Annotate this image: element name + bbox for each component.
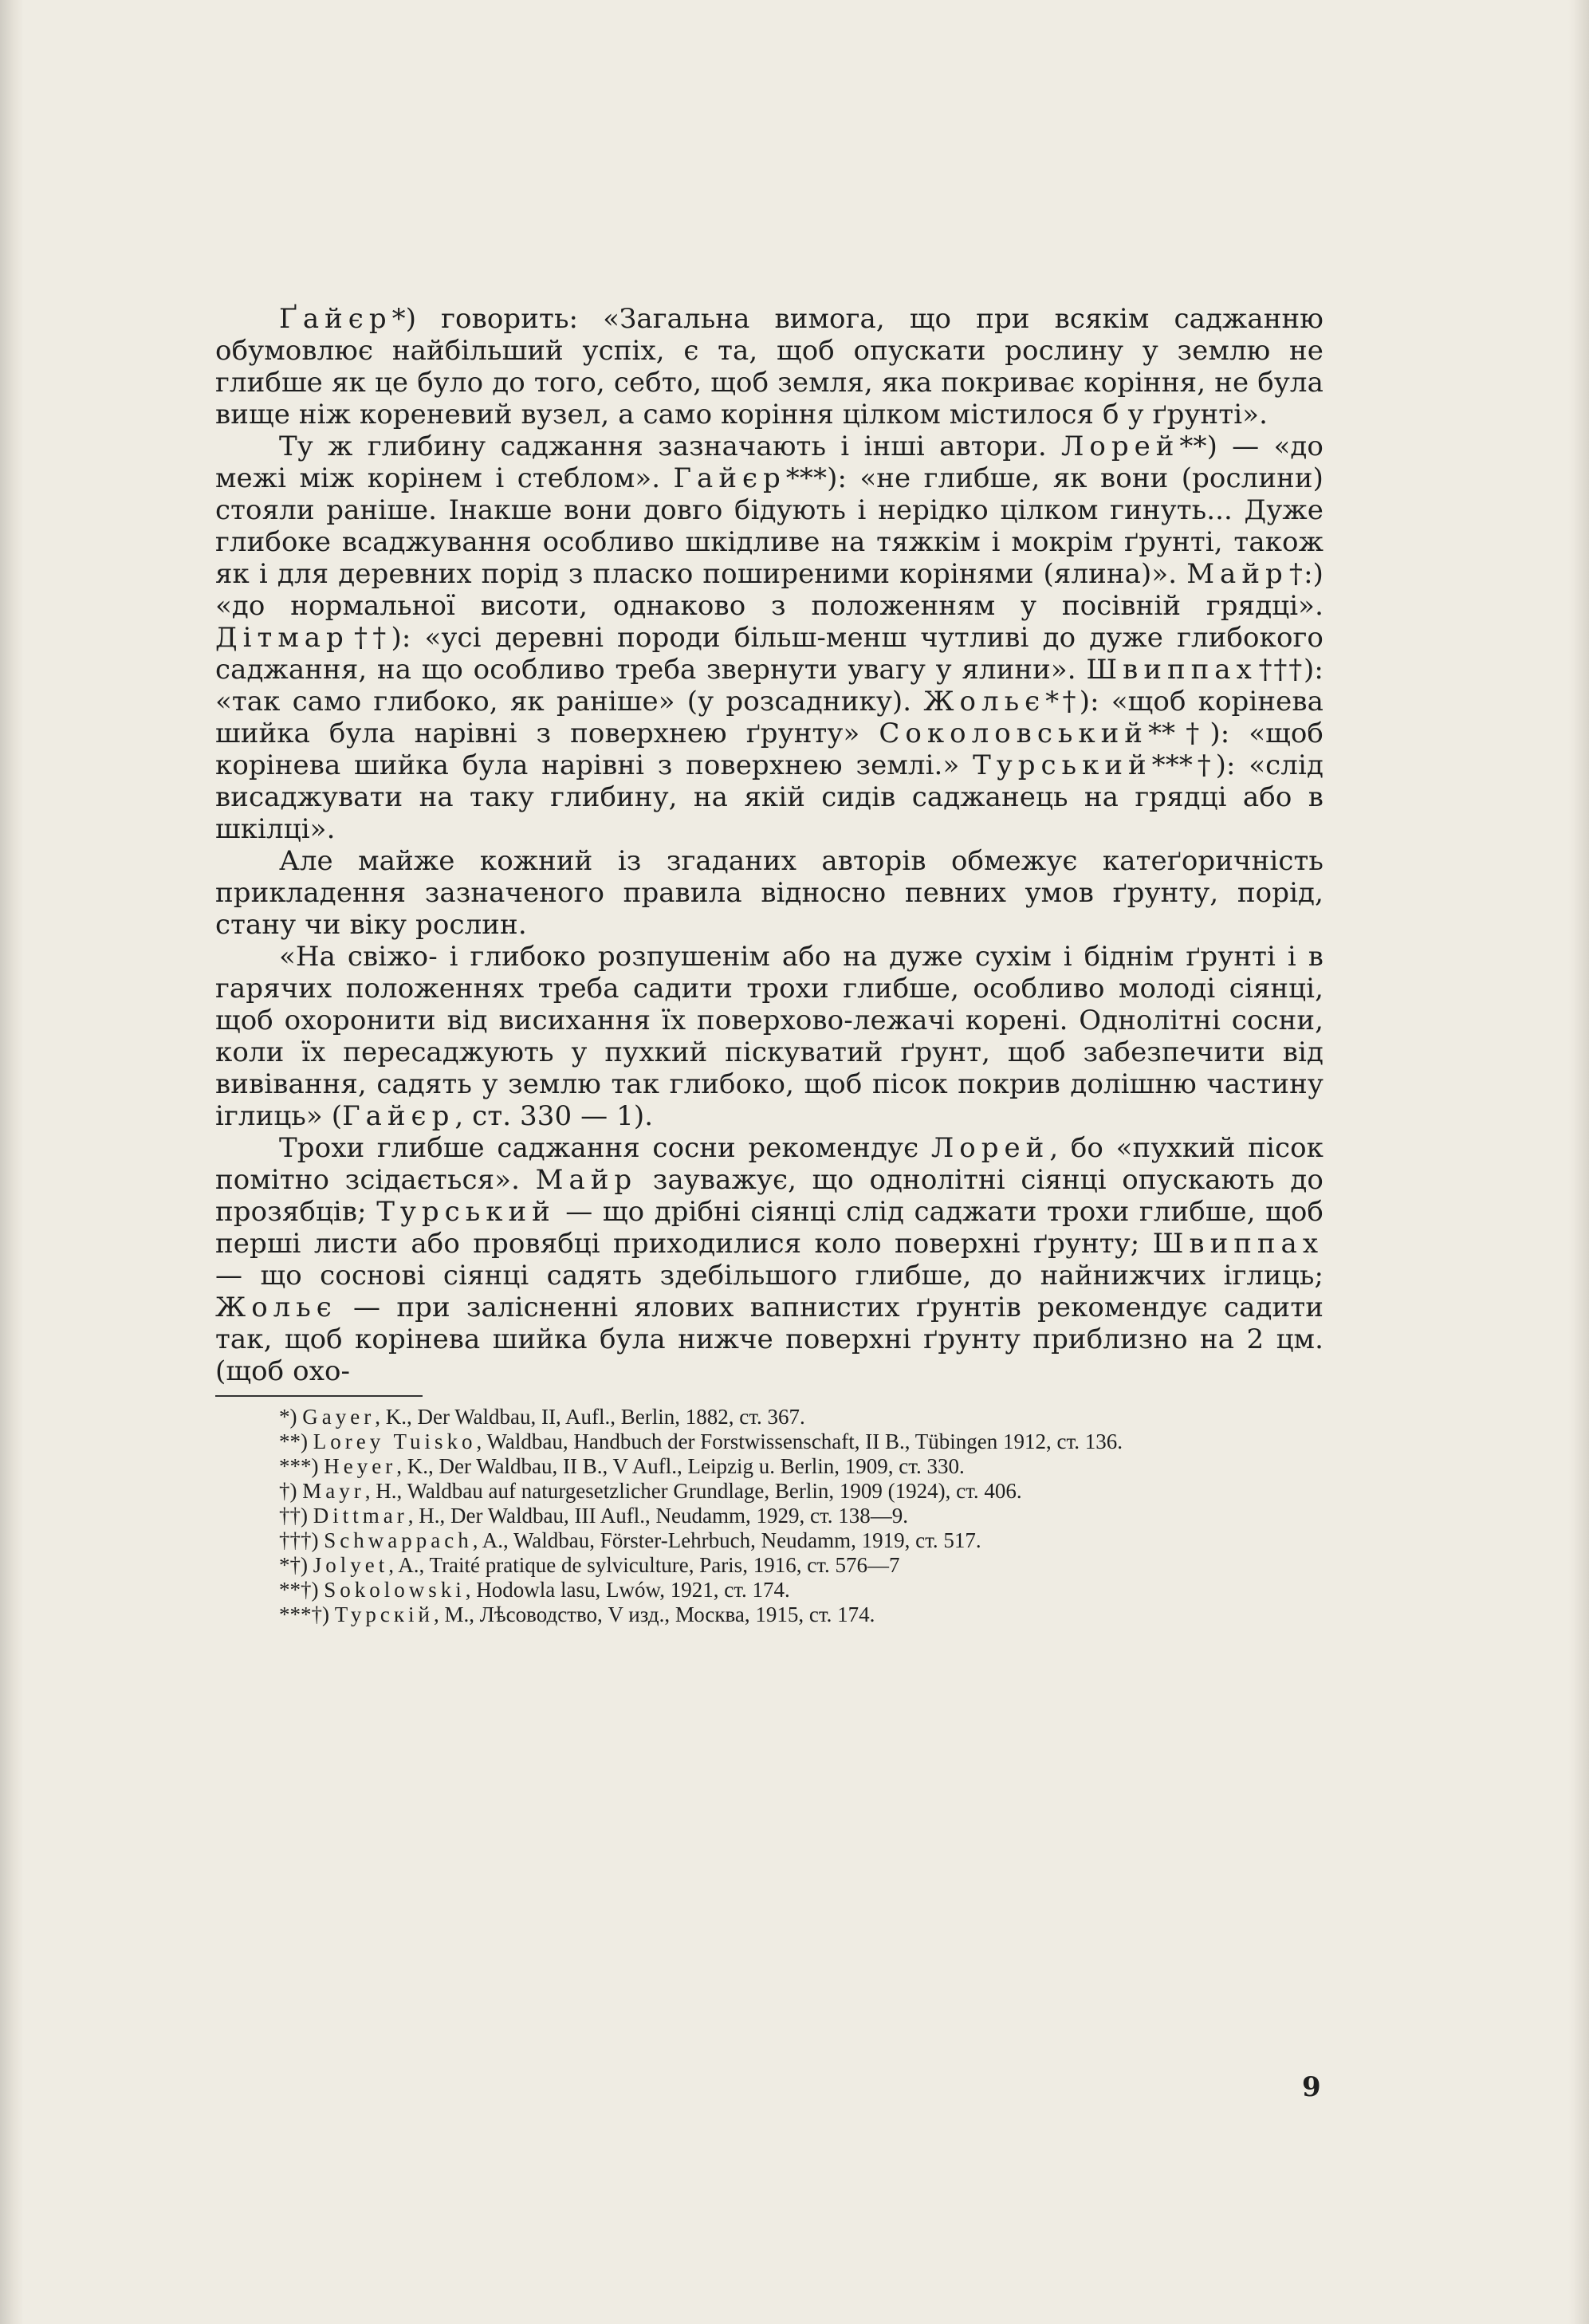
body-text	[215, 303, 1324, 1387]
footnote	[215, 1429, 1324, 1454]
spaced-name: Лорей	[1060, 431, 1180, 462]
text-run: — що дрібні сіянці слід саджати трохи глибше, щоб перші листи або провябці приходилися коло поверхні ґрунту;	[215, 1196, 1324, 1260]
spaced-name: Турський	[973, 749, 1152, 781]
text-run: Трохи глибше саджання сосни рекомендує	[279, 1132, 931, 1164]
spaced-name: Майр	[1186, 558, 1288, 590]
text-run: **)	[279, 1429, 313, 1453]
paragraph	[215, 303, 1324, 431]
text-run: ***†): «слід висаджувати на таку глибину, на якій сидів саджанець на грядці або в шкілці».	[215, 749, 1324, 845]
text-run: , бо «пухкий пісок помітно зсідається».	[215, 1132, 1324, 1196]
text-run: , K., Der Waldbau, II B., V Aufl., Leipzig u. Berlin, 1909, ст. 330.	[396, 1454, 965, 1478]
footnote-separator	[215, 1395, 423, 1397]
text-run: ††): «усі деревні породи більш-менш чутливі до дуже глибокого саджання, на що особливо треба звернути увагу у ялини».	[215, 622, 1324, 686]
spaced-name: Ґайєр	[279, 303, 392, 335]
footnote	[215, 1479, 1324, 1504]
text-run: — при залісненні ялових вапнистих ґрунтів рекомендує садити так, щоб корінева шийка була нижче поверхні ґрунту приблизно на 2 цм. (щоб охо-	[215, 1292, 1324, 1387]
text-run: †††): «так само глибоко, як раніше» (у розсаднику).	[215, 654, 1324, 718]
text-run: *)	[279, 1405, 303, 1429]
text-run: , М., Лѣсоводство, V изд., Москва, 1915, ст. 174.	[433, 1602, 875, 1626]
spaced-name: Лорей	[930, 1132, 1050, 1164]
spaced-name: Швиппах	[1086, 654, 1257, 686]
text-run: †††)	[279, 1528, 324, 1552]
page-right-edge	[1568, 0, 1589, 2324]
spaced-name: Schwappach	[324, 1528, 473, 1552]
text-run: **†): «щоб корінева шийка була нарівні з поверхнею землі.»	[215, 718, 1324, 781]
footnote	[215, 1578, 1324, 1602]
spaced-name: Турскій	[334, 1602, 434, 1626]
text-run: ***†)	[279, 1602, 335, 1626]
spaced-name: Гайєр	[673, 462, 786, 494]
text-run: †:) «до нормальної висоти, однаково з положенням у посівній грядці».	[215, 558, 1324, 622]
text-run: зауважує, що однолітні сіянці опускають до прозябців;	[215, 1164, 1324, 1228]
text-run: †)	[279, 1479, 303, 1503]
text-run: Але майже кожний із згаданих авторів обмежує катеґоричність прикладення зазначеного правила відносно певних умов ґрунту, порід, стану чи віку рослин.	[215, 845, 1324, 941]
spaced-name: Жольє	[923, 686, 1046, 718]
spaced-name: Гайєр	[342, 1100, 455, 1132]
text-run: , H., Der Waldbau, III Aufl., Neudamm, 1929, ст. 138—9.	[407, 1504, 908, 1528]
spaced-name: Lorey Tuisko	[313, 1429, 477, 1453]
spaced-name: Дітмар	[215, 622, 349, 654]
footnote	[215, 1504, 1324, 1528]
text-run: «На свіжо- і глибоко розпушенім або на дуже сухім і біднім ґрунті і в гарячих положеннях треба садити трохи глибше, особливо молоді сіянці, щоб охоронити від висихання їх поверхово-лежачі корені. Однолітні сосни, коли їх пересаджують у пухкий піскуватий ґрунт, щоб забезпечити від вивівання, садять у землю так глибоко, щоб пісок покрив долішню частину іглиць» (	[215, 941, 1324, 1132]
footnote	[215, 1553, 1324, 1578]
spaced-name: Dittmar	[313, 1504, 408, 1528]
spaced-name: Швиппах	[1152, 1228, 1324, 1260]
text-run: , A., Waldbau, Förster-Lehrbuch, Neudamm, 1919, ст. 517.	[472, 1528, 981, 1552]
page-number: 9	[1302, 2071, 1321, 2103]
paragraph	[215, 845, 1324, 941]
spaced-name: Майр	[535, 1164, 638, 1196]
spaced-name: Турський	[376, 1196, 556, 1228]
spaced-name: Соколовський	[879, 718, 1148, 749]
text-run: — що соснові сіянці садять здебільшого глибше, до найнижчих іглиць;	[215, 1260, 1324, 1292]
spaced-name: Jolyet	[313, 1553, 389, 1577]
paragraph	[215, 431, 1324, 845]
spaced-name: Mayr	[302, 1479, 365, 1503]
footnote	[215, 1405, 1324, 1429]
text-run: *†)	[279, 1553, 313, 1577]
footnotes	[215, 1405, 1324, 1627]
text-run: **) — «до межі між корінем і стеблом».	[215, 431, 1324, 494]
text-run: **†)	[279, 1578, 324, 1602]
text-run: ††)	[279, 1504, 313, 1528]
spaced-name: Heyer	[324, 1454, 397, 1478]
text-run: , H., Waldbau auf naturgesetzlicher Grundlage, Berlin, 1909 (1924), ст. 406.	[364, 1479, 1022, 1503]
page-left-edge	[0, 0, 24, 2324]
paragraph	[215, 941, 1324, 1132]
text-run: , Waldbau, Handbuch der Forstwissenschaft, II B., Tübingen 1912, ст. 136.	[476, 1429, 1123, 1453]
page-text	[215, 303, 1324, 1627]
text-run: , ст. 330 — 1).	[454, 1100, 654, 1132]
footnote	[215, 1528, 1324, 1553]
text-run: , Hodowla lasu, Lwów, 1921, ст. 174.	[465, 1578, 790, 1602]
footnote	[215, 1454, 1324, 1479]
paragraph	[215, 1132, 1324, 1387]
spaced-name: Sokolowski	[324, 1578, 466, 1602]
spaced-name: Gayer	[302, 1405, 376, 1429]
text-run: , A., Traité pratique de sylviculture, Paris, 1916, ст. 576—7	[388, 1553, 900, 1577]
text-run: , K., Der Waldbau, II, Aufl., Berlin, 1882, ст. 367.	[375, 1405, 805, 1429]
text-run: Ту ж глибину саджання зазначають і інші автори.	[279, 431, 1061, 462]
text-run: ***)	[279, 1454, 324, 1478]
spaced-name: Жольє	[215, 1292, 337, 1323]
footnote	[215, 1602, 1324, 1627]
text-run: ***): «не глибше, як вони (рослини) стояли раніше. Інакше вони довго бідують і нерідко цілком гинуть... Дуже глибоке всаджування особливо шкідливе на тяжкім і мокрім ґрунті, також як і для деревних порід з пласко поширеними корінями (ялина)».	[215, 462, 1324, 590]
text-run: *) говорить: «Загальна вимога, що при всякім саджанню обумовлює найбільший успіх, є та, щоб опускати рослину у землю не глибше як це було до того, себто, щоб земля, яка покриває коріння, не була вище ніж кореневий вузел, а само коріння цілком містилося б у ґрунті».	[215, 303, 1324, 431]
text-run: *†): «щоб корінева шийка була нарівні з поверхнею ґрунту»	[215, 686, 1324, 749]
